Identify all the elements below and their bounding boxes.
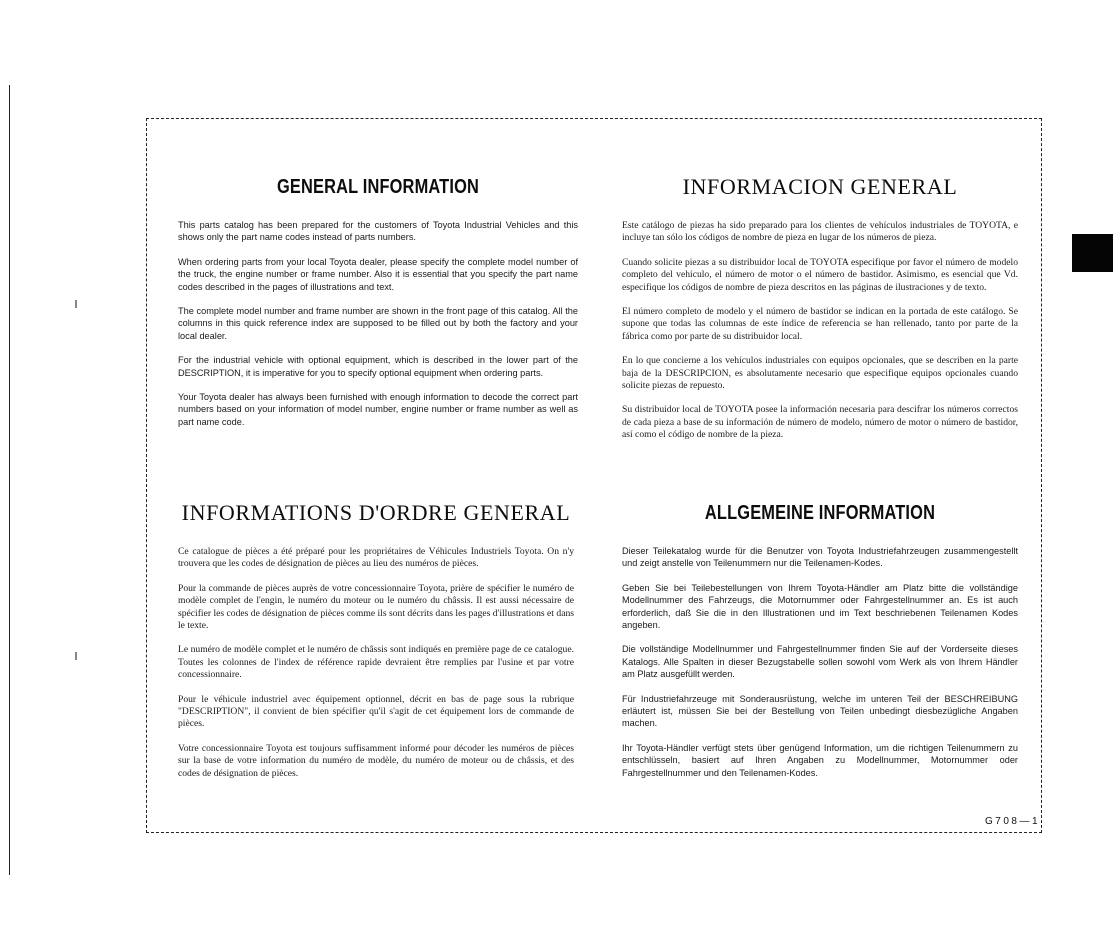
paragraph: Su distribuidor local de TOYOTA posee la información necesaria para descifrar los números correctos de cada pieza a base de su información de número de modelo, número de motor o número de bastidor, así como el código de nombre de la pieza. xyxy=(622,404,1018,441)
binding-edge-line xyxy=(9,85,10,875)
paragraph: Votre concessionnaire Toyota est toujours suffisamment informé pour décoder les numéros de pièces sur la base de votre information du numéro de modèle, du numéro de moteur ou de châssis, et des codes de désignation de pièces. xyxy=(178,742,574,779)
section-german xyxy=(622,502,1018,791)
paragraph: Für Industriefahrzeuge mit Sonderausrüstung, welche im unteren Teil der BESCHREIBUNG erläutert ist, müssen Sie bei der Bestellung von Teilen unbedingt diesbezügliche Angaben machen. xyxy=(622,693,1018,729)
paragraph: Your Toyota dealer has always been furnished with enough information to decode the correct part numbers based on your information of model number, engine number or frame number as well as part name code. xyxy=(178,392,578,427)
paragraph: This parts catalog has been prepared for the customers of Toyota Industrial Vehicles and this shows only the part name codes instead of parts numbers. xyxy=(178,220,578,243)
paragraph: Cuando solicite piezas a su distribuidor local de TOYOTA especifique por favor el número de modelo completo del vehículo, el número de motor o el número de bastidor. Asimismo, es esencial que Vd. especifique los códigos de nombre de pieza descritos en las páginas de ilustraciones y de texto. xyxy=(622,256,1018,293)
paragraph: For the industrial vehicle with optional equipment, which is described in the lower part of the DESCRIPTION, it is imperative for you to specify optional equipment when ordering parts. xyxy=(178,355,578,378)
section-title: ALLGEMEINE INFORMATION xyxy=(704,502,936,524)
paragraph: When ordering parts from your local Toyota dealer, please specify the complete model number of the truck, the engine number or frame number. Also it is essential that you specify the part name codes described in the pages of illustrations and text. xyxy=(178,256,578,292)
page-number: G708—1 xyxy=(985,816,1041,827)
paragraph: Dieser Teilekatalog wurde für die Benutzer von Toyota Industriefahrzeugen zusammengestellt und zeigt anstelle von Teilenummern nur die Teilenamen-Kodes. xyxy=(622,546,1018,569)
section-title: INFORMACION GENERAL xyxy=(682,174,958,199)
paragraph: Ce catalogue de pièces a été préparé pour les propriétaires de Véhicules Industriels Toyota. On n'y trouvera que les codes de désignation de pièces au lieu des numéros de pièces. xyxy=(178,546,574,570)
paragraph: Le numéro de modèle complet et le numéro de châssis sont indiqués en première page de ce catalogue. Toutes les colonnes de l'index de référence rapide devraient être remplies par l'usine et par votre concessionnaire. xyxy=(178,644,574,681)
section-title: INFORMATIONS D'ORDRE GENERAL xyxy=(181,500,571,525)
paragraph: Die vollständige Modellnummer und Fahrgestellnummer finden Sie auf der Vorderseite dieses Katalogs. Alle Spalten in dieser Bezugstabelle sollen sowohl vom Werk als von Ihrem Händler am Platz ausgefüllt werden. xyxy=(622,644,1018,680)
section-english xyxy=(178,176,578,440)
section-title: GENERAL INFORMATION xyxy=(276,176,480,198)
paragraph: Geben Sie bei Teilebestellungen von Ihrem Toyota-Händler am Platz bitte die vollständige Modellnummer des Fahrzeugs, die Motornummer oder Fahrgestellnummer an. Es ist auch erforderlich, daß Sie die in den Illustrationen und im Text beschriebenen Teilenamen Kodes angeben. xyxy=(622,582,1018,631)
paragraph: El número completo de modelo y el número de bastidor se indican en la portada de este catálogo. Se supone que todas las columnas de este índice de referencia se han rellenado, tanto por parte de la fábrica como por parte de su distribuidor local. xyxy=(622,306,1018,342)
paragraph: Ihr Toyota-Händler verfügt stets über genügend Information, um die richtigen Teilenummern zu entschlüsseln, basiert auf Ihren Angaben zu Modellnummer, Motornummer oder Fahrgestellnummer und den Teilenamen-Kodes. xyxy=(622,742,1018,778)
paragraph: Este catálogo de piezas ha sido preparado para los clientes de vehículos industriales de TOYOTA, e incluye tan sólo los códigos de nombre de pieza en lugar de los números de pieza. xyxy=(622,220,1018,244)
paragraph: En lo que concierne a los vehículos industriales con equipos opcionales, que se describen en la parte baja de la DESCRIPCION, es absolutamente necesario que especifique equipos opcionales cuando solicite piezas de repuesto. xyxy=(622,355,1018,392)
scan-artifact xyxy=(75,300,77,308)
section-spanish xyxy=(622,174,1018,454)
paragraph: Pour la commande de pièces auprès de votre concessionnaire Toyota, prière de spécifier le numéro de modèle complet de l'engin, le numéro du moteur ou le numéro du châssis. Il est aussi nécessaire de spécifier les codes de désignation de pièces comme ils sont décrits dans les pages d'illustrations et dans le texte. xyxy=(178,582,574,632)
paragraph: The complete model number and frame number are shown in the front page of this catalog. All the columns in this quick reference index are supposed to be filled out by both the factory and your local dealer. xyxy=(178,306,578,341)
section-tab-marker xyxy=(1072,234,1113,272)
paragraph: Pour le véhicule industriel avec équipement optionnel, décrit en bas de page sous la rubrique "DESCRIPTION", il convient de bien spécifier qu'il s'agit de cet équipement lors de commande de pièces. xyxy=(178,693,574,730)
section-french xyxy=(178,500,574,792)
scan-artifact xyxy=(75,652,77,660)
